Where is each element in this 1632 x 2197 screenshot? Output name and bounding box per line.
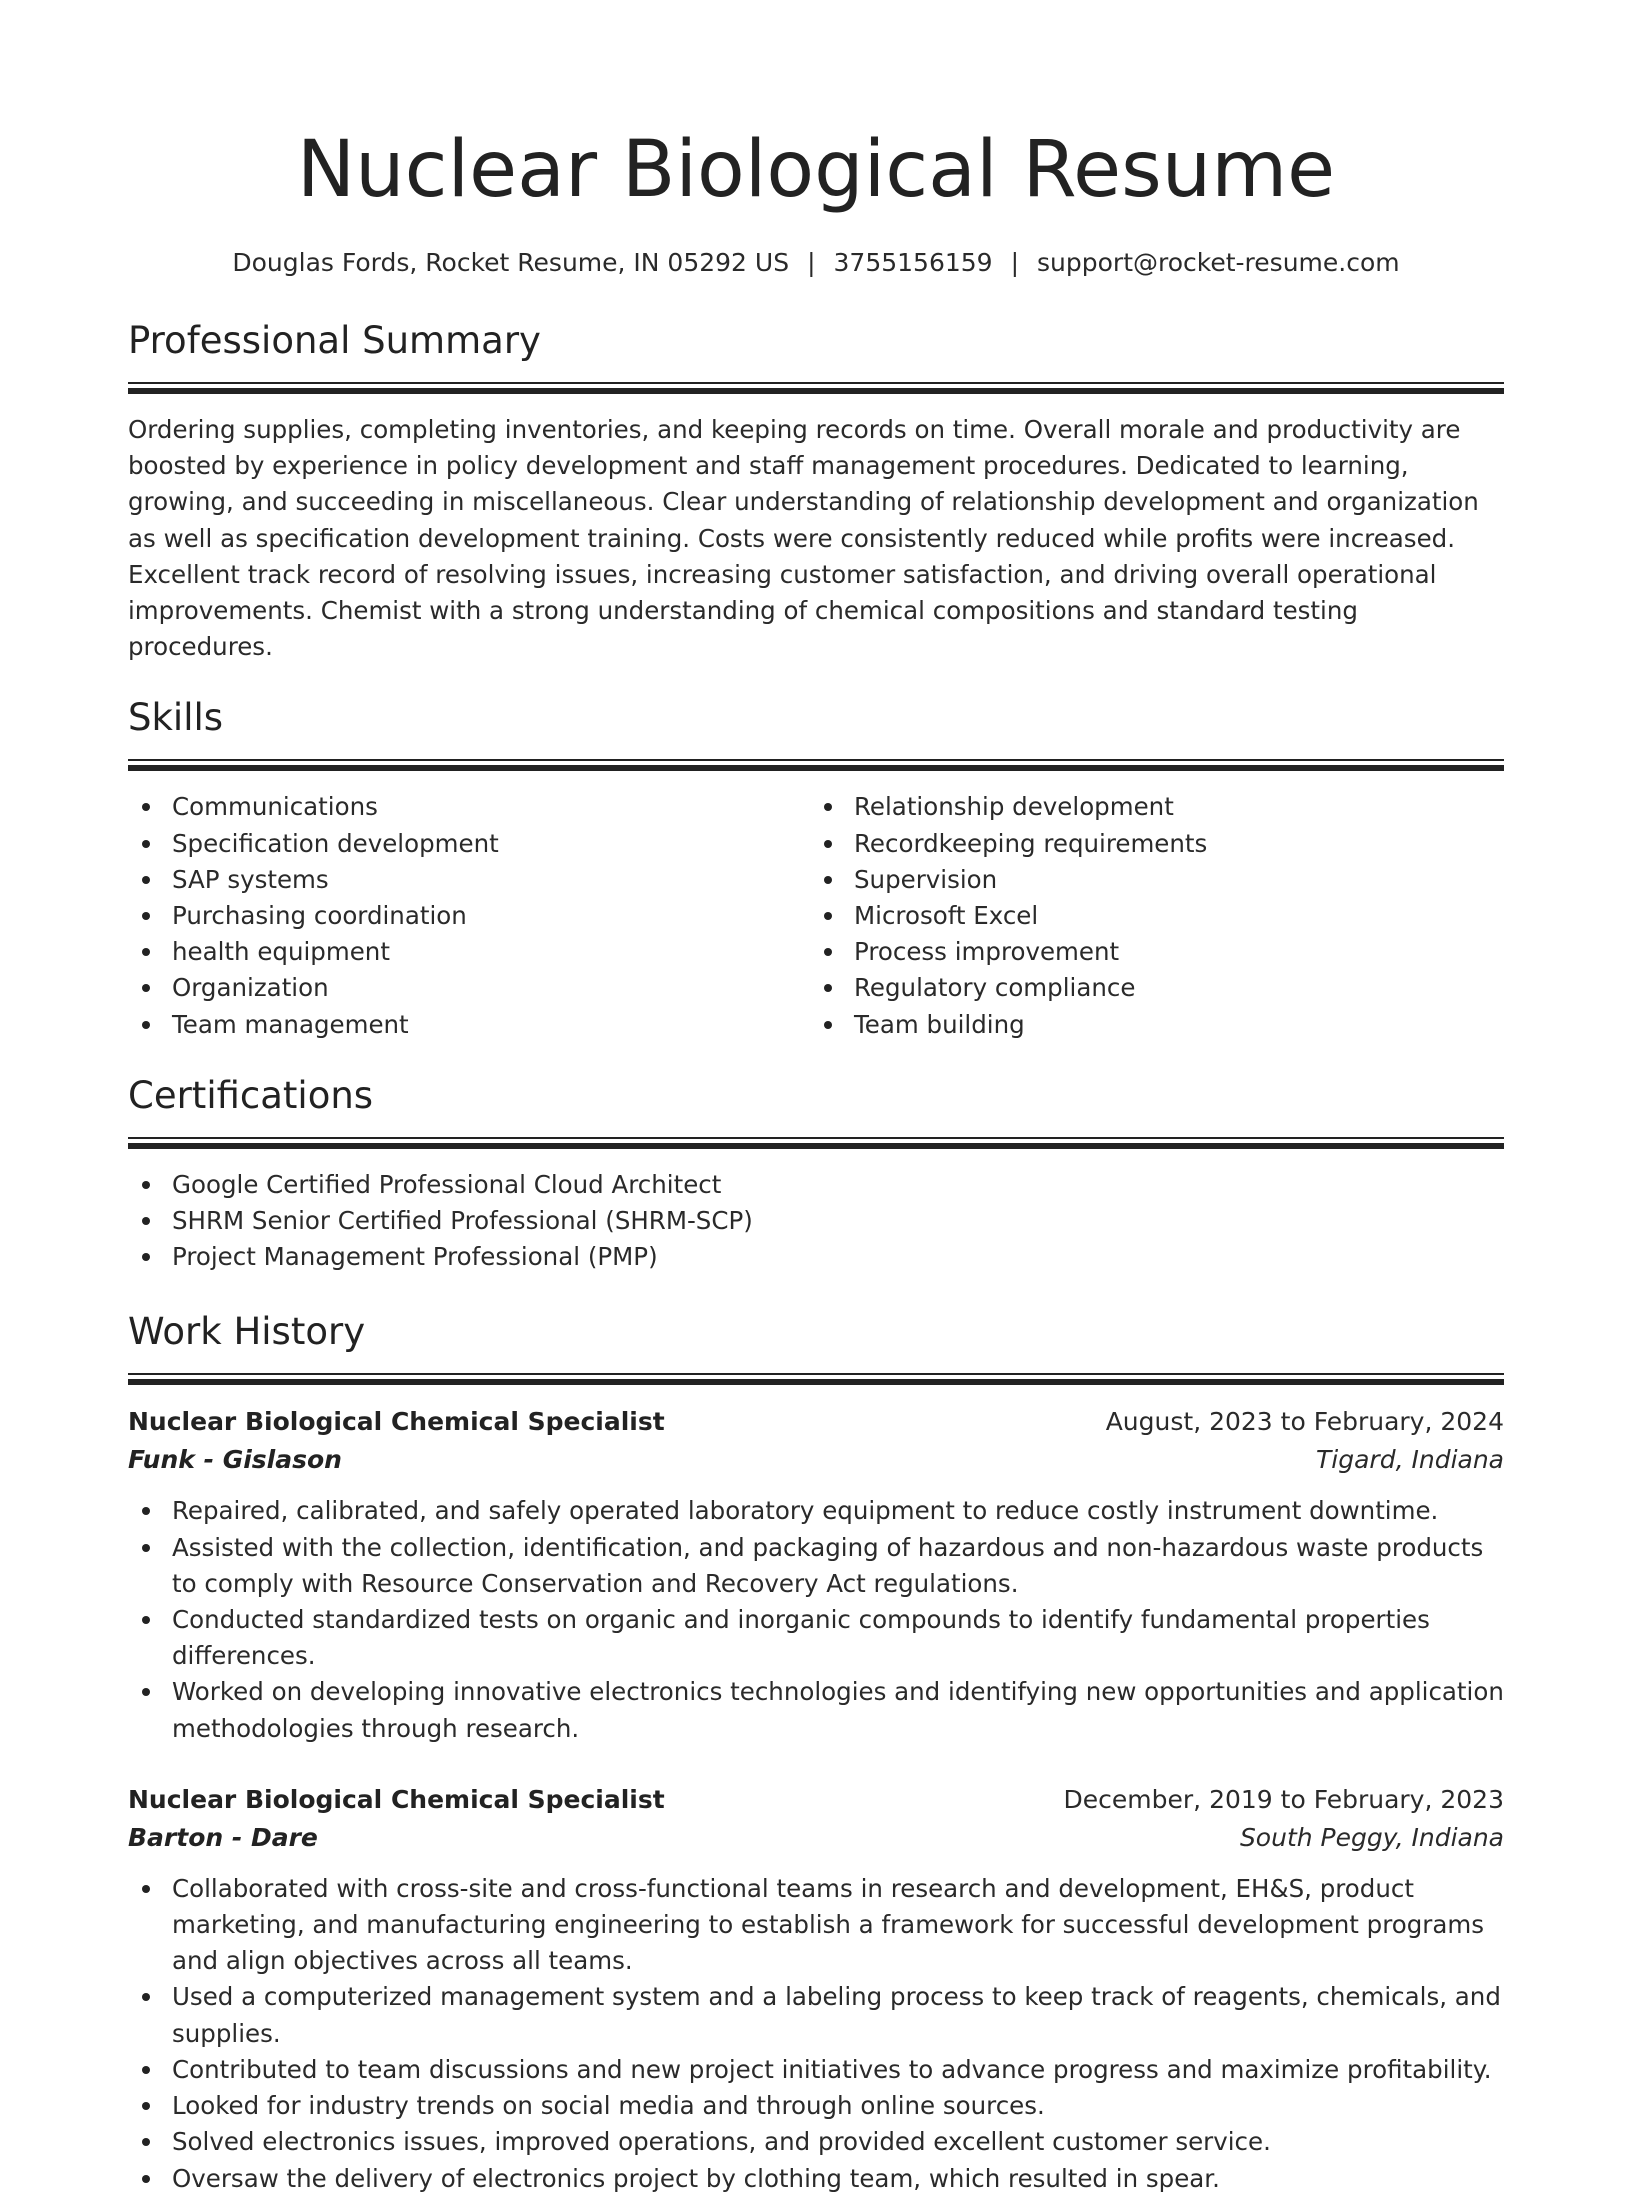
certification-item: SHRM Senior Certified Professional (SHRM-SCP) [172, 1203, 1504, 1239]
job-header [128, 1403, 1504, 1441]
skill-item: Team building [854, 1007, 1504, 1043]
job-duties-list [128, 1493, 1504, 1746]
skill-item: SAP systems [172, 862, 816, 898]
job-entry [128, 1403, 1504, 1746]
skill-item: health equipment [172, 934, 816, 970]
skills-column-right [816, 789, 1504, 1042]
job-title: Nuclear Biological Chemical Specialist [128, 1784, 665, 1814]
job-duty: Collaborated with cross-site and cross-functional teams in research and development, EH&S, product marketing, and manufacturing engineering to establish a framework for successful development programs and align objectives across all teams. [172, 1871, 1504, 1980]
job-dates: August, 2023 to February, 2024 [1105, 1407, 1504, 1437]
job-duty: Contributed to team discussions and new project initiatives to advance progress and maximize profitability. [172, 2052, 1504, 2088]
section-divider [128, 759, 1504, 771]
work-history-section [128, 1309, 1504, 2196]
job-duty: Looked for industry trends on social media and through online sources. [172, 2088, 1504, 2124]
section-divider [128, 1137, 1504, 1149]
certification-item: Project Management Professional (PMP) [172, 1239, 1504, 1275]
job-subheader [128, 1441, 1504, 1479]
job-subheader [128, 1819, 1504, 1857]
job-company: Funk - Gislason [128, 1445, 342, 1475]
contact-separator: | [1010, 248, 1020, 277]
job-duty: Worked on developing innovative electronics technologies and identifying new opportunities and application methodologies through research. [172, 1674, 1504, 1746]
skill-item: Relationship development [854, 789, 1504, 825]
skill-item: Regulatory compliance [854, 970, 1504, 1006]
skill-item: Microsoft Excel [854, 898, 1504, 934]
resume-title: Nuclear Biological Resume [296, 125, 1336, 215]
skills-list [816, 789, 1504, 1042]
certifications-section [128, 1073, 1504, 1276]
contact-line [128, 246, 1504, 280]
skill-item: Process improvement [854, 934, 1504, 970]
skills-column-left [128, 789, 816, 1042]
job-duty: Repaired, calibrated, and safely operated laboratory equipment to reduce costly instrument downtime. [172, 1493, 1504, 1529]
job-duty: Assisted with the collection, identification, and packaging of hazardous and non-hazardous waste products to comply with Resource Conservation and Recovery Act regulations. [172, 1530, 1504, 1602]
skill-item: Specification development [172, 826, 816, 862]
contact-phone: 3755156159 [833, 248, 993, 277]
job-location: Tigard, Indiana [1316, 1445, 1504, 1475]
job-entry [128, 1781, 1504, 2197]
summary-text: Ordering supplies, completing inventories, and keeping records on time. Overall morale and productivity are boosted by experience in policy development and staff management procedures. Dedicated to learning, growing, and succeeding in miscellaneous. Clear understanding of relationship development and organization as well as specification development training. Costs were consistently reduced while profits were increased. Excellent track record of resolving issues, increasing customer satisfaction, and driving overall operational improvements. Chemist with a strong understanding of chemical compositions and standard testing procedures. [128, 415, 1479, 662]
job-location: South Peggy, Indiana [1239, 1822, 1504, 1852]
summary-section [128, 318, 1504, 665]
job-duty: Solved electronics issues, improved operations, and provided excellent customer service. [172, 2124, 1504, 2160]
job-duties-list [128, 1871, 1504, 2197]
skill-item: Supervision [854, 862, 1504, 898]
skill-item: Communications [172, 789, 816, 825]
job-duty: Conducted standardized tests on organic and inorganic compounds to identify fundamental properties differences. [172, 1602, 1504, 1674]
job-company: Barton - Dare [128, 1822, 318, 1852]
job-dates: December, 2019 to February, 2023 [1063, 1784, 1504, 1814]
section-heading: Skills [128, 696, 224, 740]
section-heading: Certifications [128, 1073, 374, 1117]
job-header [128, 1781, 1504, 1819]
skills-grid [128, 789, 1504, 1042]
skills-section [128, 695, 1504, 1042]
contact-email: support@rocket-resume.com [1037, 248, 1400, 277]
contact-separator: | [807, 248, 816, 277]
skill-item: Recordkeeping requirements [854, 826, 1504, 862]
skill-item: Team management [172, 1007, 816, 1043]
section-divider [128, 382, 1504, 394]
contact-address: Douglas Fords, Rocket Resume, IN 05292 US [232, 248, 790, 277]
skill-item: Purchasing coordination [172, 898, 816, 934]
certification-item: Google Certified Professional Cloud Architect [172, 1167, 1504, 1203]
section-heading: Professional Summary [128, 319, 541, 362]
section-heading: Work History [128, 1310, 366, 1354]
skill-item: Organization [172, 970, 816, 1006]
job-title: Nuclear Biological Chemical Specialist [128, 1407, 665, 1437]
certifications-list [128, 1167, 1504, 1276]
skills-list [128, 789, 816, 1042]
job-duty: Oversaw the delivery of electronics project by clothing team, which resulted in spear. [172, 2161, 1504, 2197]
section-divider [128, 1373, 1504, 1385]
job-duty: Used a computerized management system and a labeling process to keep track of reagents, chemicals, and supplies. [172, 1979, 1504, 2051]
